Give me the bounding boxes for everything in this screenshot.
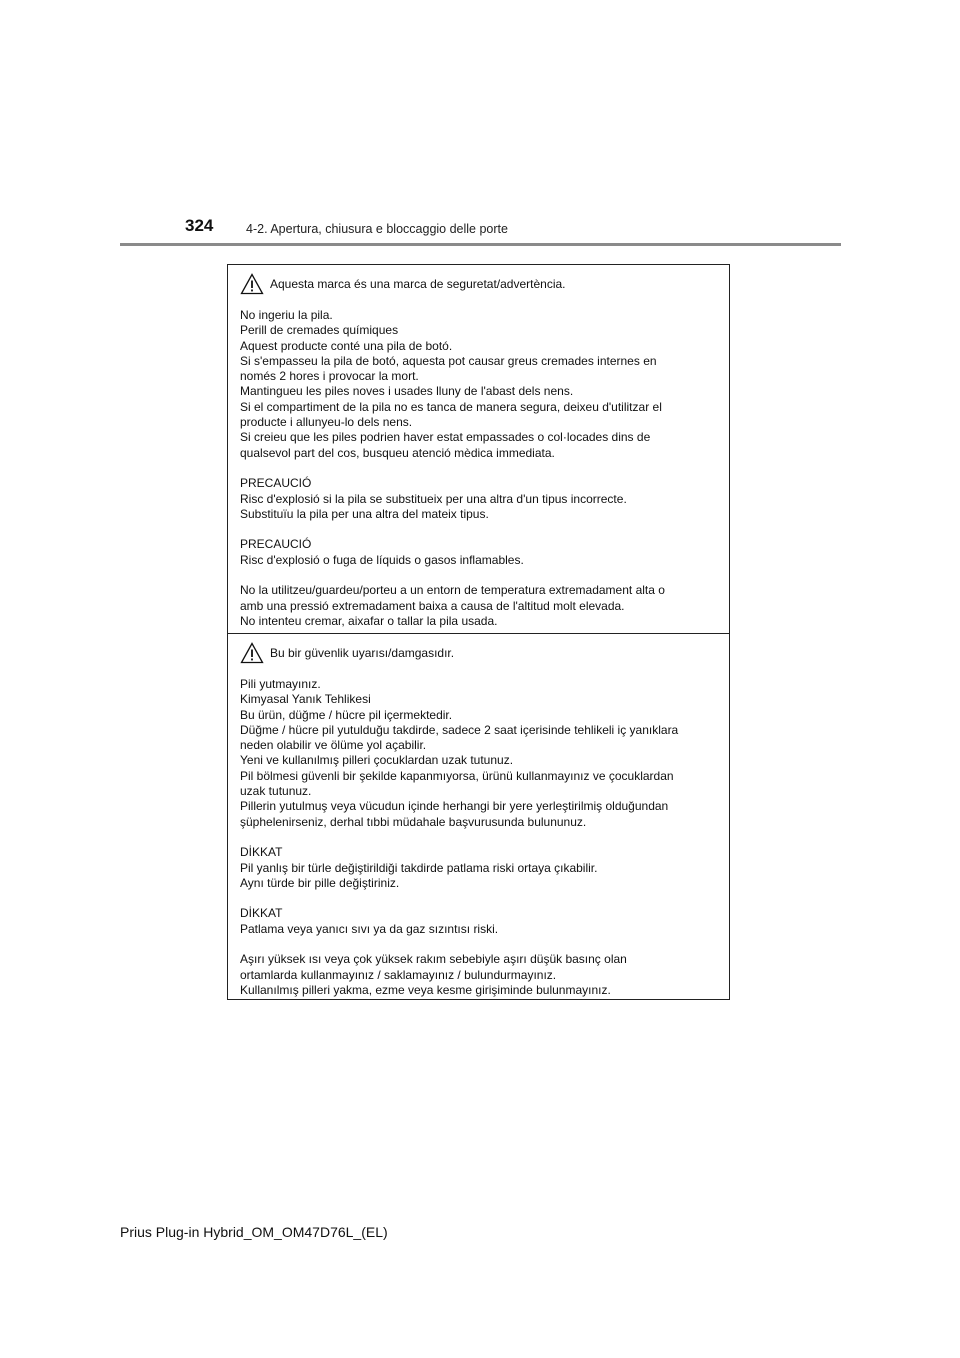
text-line: Aquest producte conté una pila de botó. xyxy=(240,338,453,353)
section-title: 4-2. Apertura, chiusura e bloccaggio delle porte xyxy=(246,222,508,236)
text-line: Pil bölmesi güvenli bir şekilde kapanmıyorsa, ürünü kullanmayınız ve çocuklardan xyxy=(240,768,674,783)
text-line: Yeni ve kullanılmış pilleri çocuklardan uzak tutunuz. xyxy=(240,753,514,768)
text-line: amb una pressió extremadament baixa a causa de l'altitud molt elevada. xyxy=(240,598,625,613)
text-line: PRECAUCIÓ xyxy=(240,476,312,491)
warning-box-catalan xyxy=(227,264,730,634)
text-line: Aşırı yüksek ısı veya çok yüksek rakım sebebiyle aşırı düşük basınç olan xyxy=(240,952,627,967)
warning-heading-text: Bu bir güvenlik uyarısı/damgasıdır. xyxy=(270,646,455,660)
warning-paragraphs xyxy=(240,308,717,629)
text-line: Mantingueu les piles noves i usades lluny de l'abast dels nens. xyxy=(240,384,574,399)
warning-paragraph xyxy=(240,952,717,998)
text-line: Patlama veya yanıcı sıvı ya da gaz sızıntısı riski. xyxy=(240,921,499,936)
text-line: No la utilitzeu/guardeu/porteu a un entorn de temperatura extremadament alta o xyxy=(240,583,665,598)
text-line: neden olabilir ve ölüme yol açabilir. xyxy=(240,738,427,753)
warning-heading xyxy=(240,641,717,665)
text-line: Pili yutmayınız. xyxy=(240,677,321,691)
text-line: No ingeriu la pila. xyxy=(240,308,333,322)
text-line: şüphelenirseniz, derhal tıbbi müdahale başvurusunda bulununuz. xyxy=(240,814,587,829)
warning-paragraph xyxy=(240,906,717,937)
text-line: producte i allunyeu-lo dels nens. xyxy=(240,415,413,430)
text-line: Risc d'explosió o fuga de líquids o gasos inflamables. xyxy=(240,552,524,567)
text-line: Si creieu que les piles podrien haver estat empassades o col·locades dins de xyxy=(240,430,651,445)
warning-heading-text: Aquesta marca és una marca de seguretat/advertència. xyxy=(270,277,566,291)
header-divider xyxy=(120,243,841,246)
text-line: Aynı türde bir pille değiştiriniz. xyxy=(240,875,400,890)
text-line: DİKKAT xyxy=(240,906,283,921)
page-number: 324 xyxy=(185,216,214,235)
warning-paragraph xyxy=(240,537,717,568)
text-line: qualsevol part del cos, busqueu atenció mèdica immediata. xyxy=(240,445,555,460)
text-line: només 2 hores i provocar la mort. xyxy=(240,369,419,384)
warning-paragraph xyxy=(240,308,717,461)
warning-paragraph xyxy=(240,677,717,830)
warning-paragraphs xyxy=(240,677,717,998)
text-line: Si s'empasseu la pila de botó, aquesta pot causar greus cremades internes en xyxy=(240,353,657,368)
text-line: DİKKAT xyxy=(240,845,283,860)
warning-box-turkish xyxy=(227,633,730,1000)
text-line: No intenteu cremar, aixafar o tallar la pila usada. xyxy=(240,613,498,628)
text-line: Pillerin yutulmuş veya vücudun içinde herhangi bir yere yerleştirilmiş olduğundan xyxy=(240,799,669,814)
text-line: Bu ürün, düğme / hücre pil içermektedir. xyxy=(240,707,453,722)
text-line: PRECAUCIÓ xyxy=(240,537,312,552)
text-line: Düğme / hücre pil yutulduğu takdirde, sadece 2 saat içerisinde tehlikeli iç yanıklara xyxy=(240,722,679,737)
document-code: Prius Plug-in Hybrid_OM_OM47D76L_(EL) xyxy=(120,1224,388,1240)
warning-paragraph xyxy=(240,845,717,891)
text-line: Kimyasal Yanık Tehlikesi xyxy=(240,692,371,707)
text-line: Pil yanlış bir türle değiştirildiği takdirde patlama riski ortaya çıkabilir. xyxy=(240,860,598,875)
warning-heading xyxy=(240,272,717,296)
text-line: Risc d'explosió si la pila se substitueix per una altra d'un tipus incorrecte. xyxy=(240,491,627,506)
text-line: ortamlarda kullanmayınız / saklamayınız / bulundurmayınız. xyxy=(240,967,557,982)
text-line: Perill de cremades químiques xyxy=(240,323,399,338)
text-line: Kullanılmış pilleri yakma, ezme veya kesme girişiminde bulunmayınız. xyxy=(240,982,611,997)
warning-triangle-icon xyxy=(240,642,264,664)
text-line: Si el compartiment de la pila no es tanca de manera segura, deixeu d'utilitzar el xyxy=(240,399,662,414)
text-line: Substituïu la pila per una altra del mateix tipus. xyxy=(240,506,489,521)
warning-paragraph xyxy=(240,583,717,629)
text-line: uzak tutunuz. xyxy=(240,784,312,799)
warning-triangle-icon xyxy=(240,273,264,295)
warning-paragraph xyxy=(240,476,717,522)
